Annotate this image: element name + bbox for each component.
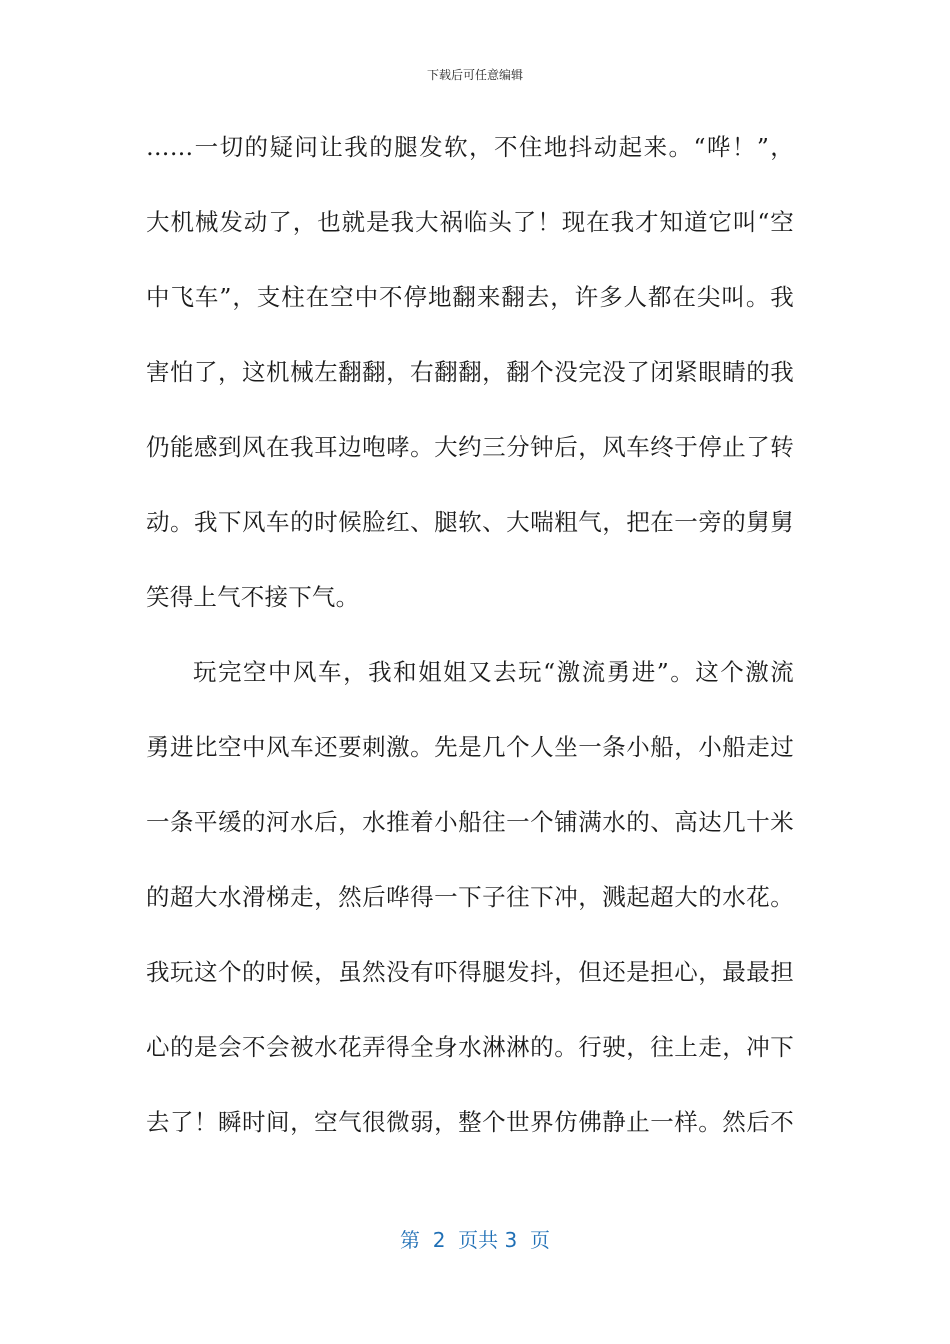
text-line: 中飞车”，支柱在空中不停地翻来翻去，许多人都在尖叫。我	[146, 283, 794, 311]
text-line: 勇进比空中风车还要刺激。先是几个人坐一条小船，小船走过	[146, 733, 794, 761]
page-number-footer: 第 2 页共 3 页	[400, 1228, 550, 1252]
paragraph-2	[146, 651, 794, 1176]
document-body	[146, 126, 794, 1176]
text-line: 笑得上气不接下气。	[146, 583, 360, 611]
text-line: 的超大水滑梯走，然后哗得一下子往下冲，溅起超大的水花。	[146, 883, 794, 911]
text-line: ……一切的疑问让我的腿发软，不住地抖动起来。“哗！”，	[146, 133, 794, 161]
text-line: 动。我下风车的时候脸红、腿软、大喘粗气，把在一旁的舅舅	[146, 508, 794, 536]
text-line: 玩完空中风车，我和姐姐又去玩“激流勇进”。这个激流	[193, 658, 794, 686]
text-line: 心的是会不会被水花弄得全身水淋淋的。行驶，往上走，冲下	[146, 1033, 794, 1061]
text-line: 仍能感到风在我耳边咆哮。大约三分钟后，风车终于停止了转	[146, 433, 794, 461]
page-header: 下载后可任意编辑	[426, 68, 523, 82]
text-line: 一条平缓的河水后，水推着小船往一个铺满水的、高达几十米	[146, 808, 794, 836]
paragraph-1	[146, 126, 794, 651]
text-line: 我玩这个的时候，虽然没有吓得腿发抖，但还是担心，最最担	[146, 958, 794, 986]
text-line: 去了！瞬时间，空气很微弱，整个世界仿佛静止一样。然后不	[146, 1108, 794, 1136]
text-line: 大机械发动了，也就是我大祸临头了！现在我才知道它叫“空	[146, 208, 794, 236]
text-line: 害怕了，这机械左翻翻，右翻翻，翻个没完没了闭紧眼睛的我	[146, 358, 794, 386]
